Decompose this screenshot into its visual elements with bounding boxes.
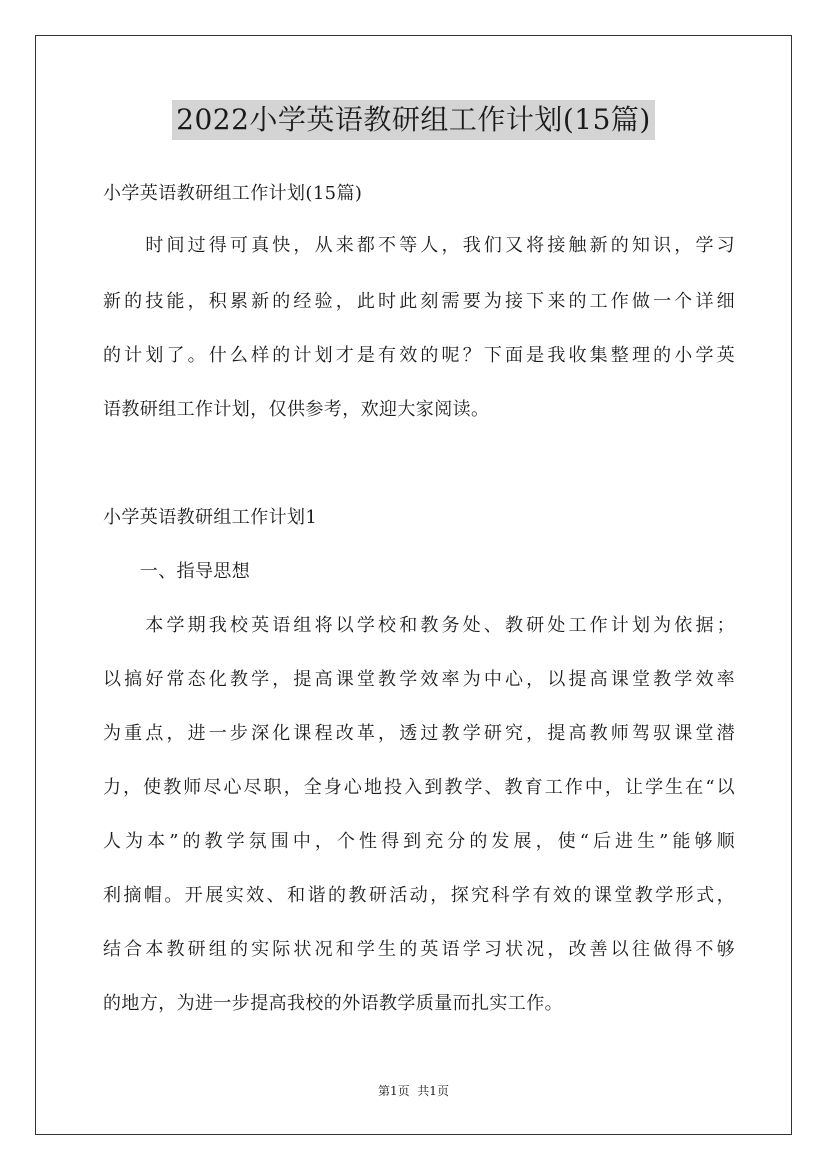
- body-line-5: 人为本”的教学氛围中，个性得到充分的发展，使“后进生”能够顺: [103, 831, 735, 852]
- body-line-6: 利摘帽。开展实效、和谐的教研活动，探究科学有效的课堂教学形式，: [103, 885, 735, 906]
- page-footer: 第1页 共1页: [378, 1084, 449, 1098]
- section-heading: 小学英语教研组工作计划1: [103, 507, 318, 528]
- title-container: [0, 100, 827, 140]
- intro-line-2: 新的技能，积累新的经验，此时此刻需要为接下来的工作做一个详细: [103, 291, 735, 312]
- body-line-7: 结合本教研组的实际状况和学生的英语学习状况，改善以往做得不够: [103, 939, 735, 960]
- intro-line-3: 的计划了。什么样的计划才是有效的呢？下面是我收集整理的小学英: [103, 345, 735, 366]
- subsection-heading: 一、指导思想: [103, 561, 251, 582]
- body-line-4: 力，使教师尽心尽职，全身心地投入到教学、教育工作中，让学生在“以: [103, 777, 735, 798]
- document-title: 2022小学英语教研组工作计划(15篇): [172, 100, 655, 140]
- body-line-3: 为重点，进一步深化课程改革，透过教学研究，提高教师驾驭课堂潜: [103, 723, 735, 744]
- body-line-2: 以搞好常态化教学，提高课堂教学效率为中心，以提高课堂教学效率: [103, 669, 735, 690]
- body-line-8: 的地方，为进一步提高我校的外语教学质量而扎实工作。: [103, 993, 563, 1014]
- body-line-1: 本学期我校英语组将以学校和教务处、教研处工作计划为依据；: [103, 615, 735, 636]
- intro-line-1: 时间过得可真快，从来都不等人，我们又将接触新的知识，学习: [103, 235, 735, 256]
- intro-line-4: 语教研组工作计划，仅供参考，欢迎大家阅读。: [103, 399, 490, 420]
- subtitle-line: 小学英语教研组工作计划(15篇): [103, 183, 363, 204]
